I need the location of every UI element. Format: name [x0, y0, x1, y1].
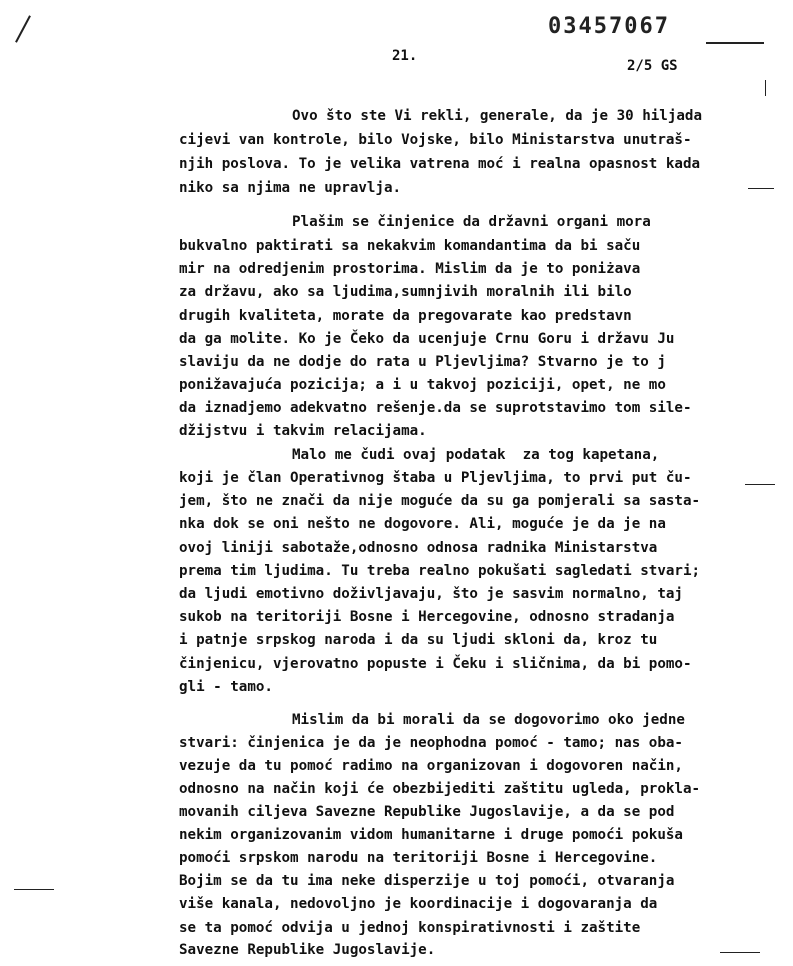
text-line: za državu, ako sa ljudima,sumnjivih moralnih ili bilo	[179, 284, 632, 300]
text-line: gli - tamo.	[179, 679, 273, 695]
text-line: koji je član Operativnog štaba u Pljevljima, to prvi put ču-	[179, 470, 692, 486]
scan-mark	[745, 484, 775, 485]
text-line: pomoći srpskom narodu na teritoriji Bosne i Hercegovine.	[179, 850, 658, 866]
text-line: sukob na teritoriji Bosne i Hercegovine, odnosno stradanja	[179, 609, 675, 625]
text-line: prema tim ljudima. Tu treba realno pokušati sagledati stvari;	[179, 563, 701, 579]
text-line: ponižavajuća pozicija; a i u takvoj poziciji, opet, ne mo	[179, 377, 666, 393]
text-line: činjenicu, vjerovatno popuste i Čeku i sličnima, da bi pomo-	[179, 656, 692, 672]
scan-mark	[765, 80, 766, 96]
text-line: vezuje da tu pomoć radimo na organizovan i dogovoren način,	[179, 758, 683, 774]
text-line: bukvalno paktirati sa nekakvim komandantima da bi saču	[179, 238, 641, 254]
text-line: i patnje srpskog naroda i da su ljudi skloni da, kroz tu	[179, 632, 658, 648]
text-line: Mislim da bi morali da se dogovorimo oko jedne	[292, 712, 685, 728]
text-line: mir na odredjenim prostorima. Mislim da je to poniżava	[179, 261, 641, 277]
page-number: 21.	[392, 48, 418, 64]
text-line: Savezne Republike Jugoslavije.	[179, 942, 436, 958]
text-line: da ljudi emotivno doživljavaju, što je sasvim normalno, taj	[179, 586, 683, 602]
scan-mark	[15, 15, 31, 42]
text-line: movanih ciljeva Savezne Republike Jugoslavije, a da se pod	[179, 804, 675, 820]
text-line: slaviju da ne dodje do rata u Pljevljima? Stvarno je to j	[179, 354, 666, 370]
scan-mark	[14, 889, 54, 890]
text-line: Malo me čudi ovaj podatak za tog kapetana,	[292, 447, 660, 463]
text-line: njih poslova. To je velika vatrena moć i realna opasnost kada	[179, 156, 701, 172]
scan-mark	[706, 42, 764, 44]
text-line: Plašim se činjenice da državni organi mora	[292, 214, 651, 230]
text-line: drugih kvaliteta, morate da pregovarate kao predstavn	[179, 308, 632, 324]
text-line: ovoj liniji sabotaže,odnosno odnosa radnika Ministarstva	[179, 540, 658, 556]
scan-mark	[748, 188, 774, 189]
text-line: više kanala, nedovoljno je koordinacije i dogovaranja da	[179, 896, 658, 912]
text-line: stvari: činjenica je da je neophodna pomoć - tamo; nas oba-	[179, 735, 683, 751]
text-line: džijstvu i takvim relacijama.	[179, 423, 427, 439]
text-line: niko sa njima ne upravlja.	[179, 180, 402, 196]
text-line: nekim organizovanim vidom humanitarne i druge pomoći pokuša	[179, 827, 683, 843]
text-line: se ta pomoć odvija u jednoj konspirativnosti i zaštite	[179, 920, 641, 936]
tape-reference: 2/5 GS	[627, 58, 678, 74]
text-line: da ga molite. Ko je Čeko da ucenjuje Crnu Goru i državu Ju	[179, 331, 675, 347]
text-line: Bojim se da tu ima neke disperzije u toj pomoći, otvaranja	[179, 873, 675, 889]
text-line: odnosno na način koji će obezbijediti zaštitu ugleda, prokla-	[179, 781, 701, 797]
scan-mark	[720, 952, 760, 953]
text-line: cijevi van kontrole, bilo Vojske, bilo Ministarstva unutraš-	[179, 132, 692, 148]
document-number: 03457067	[548, 14, 670, 39]
text-line: nka dok se oni nešto ne dogovore. Ali, moguće je da je na	[179, 516, 666, 532]
text-line: da iznadjemo adekvatno rešenje.da se suprotstavimo tom sile-	[179, 400, 692, 416]
text-line: jem, što ne znači da nije moguće da su ga pomjerali sa sasta-	[179, 493, 701, 509]
text-line: Ovo što ste Vi rekli, generale, da je 30 hiljada	[292, 108, 702, 124]
